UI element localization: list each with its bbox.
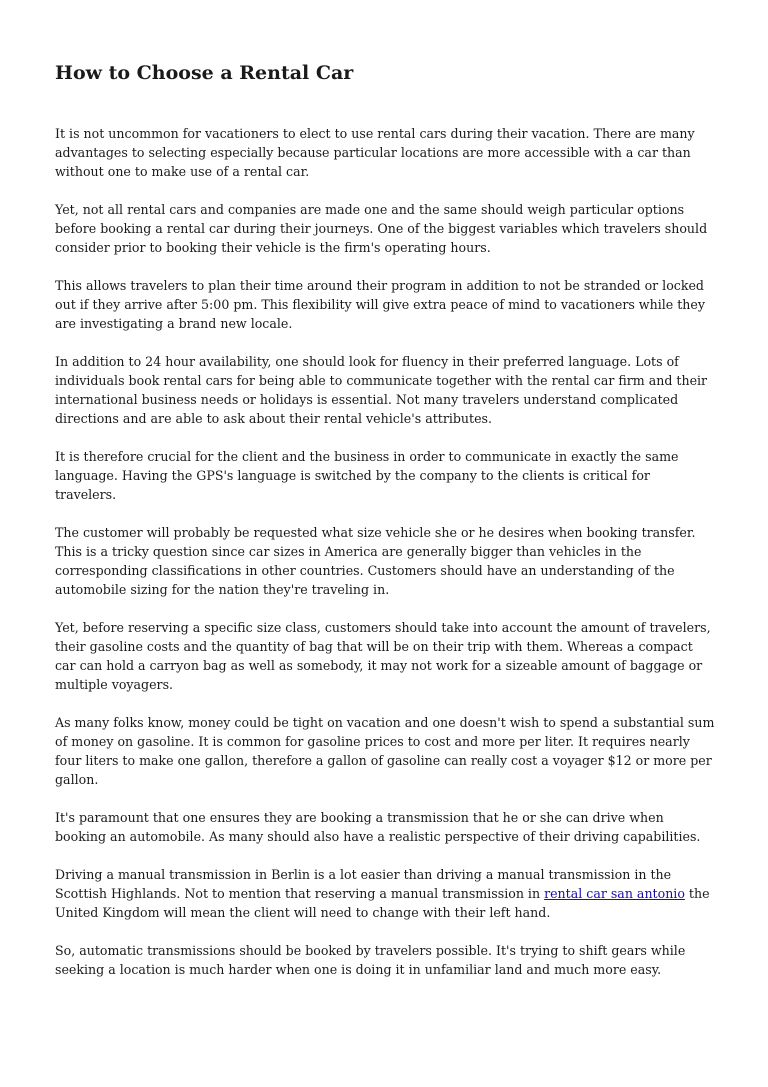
document-title: How to Choose a Rental Car [55, 62, 354, 84]
paragraph-11: So, automatic transmissions should be booked by travelers possible. It's trying to shift gears while seeking a location is much harder when one is doing it in unfamiliar land and much more easy. [55, 943, 686, 977]
paragraph-10-text-after: the United Kingdom will mean the client will need to change with their left hand. [55, 886, 710, 920]
paragraph-7: Yet, before reserving a specific size class, customers should take into account the amount of travelers, their gasoline costs and the quantity of bag that will be on their trip with them. Whereas a compact car can hold a carryon bag as well as somebody, it may not work for a sizeable amount of baggage or multiple voyagers. [55, 620, 711, 692]
rental-car-link[interactable]: rental car san antonio [544, 886, 685, 901]
paragraph-8: As many folks know, money could be tight on vacation and one doesn't wish to spend a substantial sum of money on gasoline. It is common for gasoline prices to cost and more per liter. It requires nearly four liters to make one gallon, therefore a gallon of gasoline can really cost a voyager $12 or more per gallon. [55, 715, 715, 787]
paragraph-3: This allows travelers to plan their time around their program in addition to not be stranded or locked out if they arrive after 5:00 pm. This flexibility will give extra peace of mind to vacationers while they are investigating a brand new locale. [55, 278, 705, 331]
paragraph-2: Yet, not all rental cars and companies are made one and the same should weigh particular options before booking a rental car during their journeys. One of the biggest variables which travelers should consider prior to booking their vehicle is the firm's operating hours. [55, 202, 708, 255]
paragraph-1: It is not uncommon for vacationers to elect to use rental cars during their vacation. There are many advantages to selecting especially because particular locations are more accessible with a car than without one to make use of a rental car. [55, 126, 695, 179]
paragraph-6: The customer will probably be requested what size vehicle she or he desires when booking transfer. This is a tricky question since car sizes in America are generally bigger than vehicles in the corresponding classifications in other countries. Customers should have an understanding of the automobile sizing for the nation they're traveling in. [55, 525, 696, 597]
paragraph-9: It's paramount that one ensures they are booking a transmission that he or she can drive when booking an automobile. As many should also have a realistic perspective of their driving capabilities. [55, 810, 701, 844]
document-page [55, 58, 715, 998]
paragraph-4: In addition to 24 hour availability, one should look for fluency in their preferred language. Lots of individuals book rental cars for being able to communicate together with the rental car firm and their international business needs or holidays is essential. Not many travelers understand complicated directions and are able to ask about their rental vehicle's attributes. [55, 354, 708, 426]
paragraph-10 [55, 865, 715, 922]
paragraph-10-text-before: Driving a manual transmission in Berlin is a lot easier than driving a manual transmission in the Scottish Highlands. Not to mention that reserving a manual transmission in [55, 867, 672, 901]
paragraph-5: It is therefore crucial for the client and the business in order to communicate in exactly the same language. Having the GPS's language is switched by the company to the clients is critical for travelers. [55, 449, 679, 502]
